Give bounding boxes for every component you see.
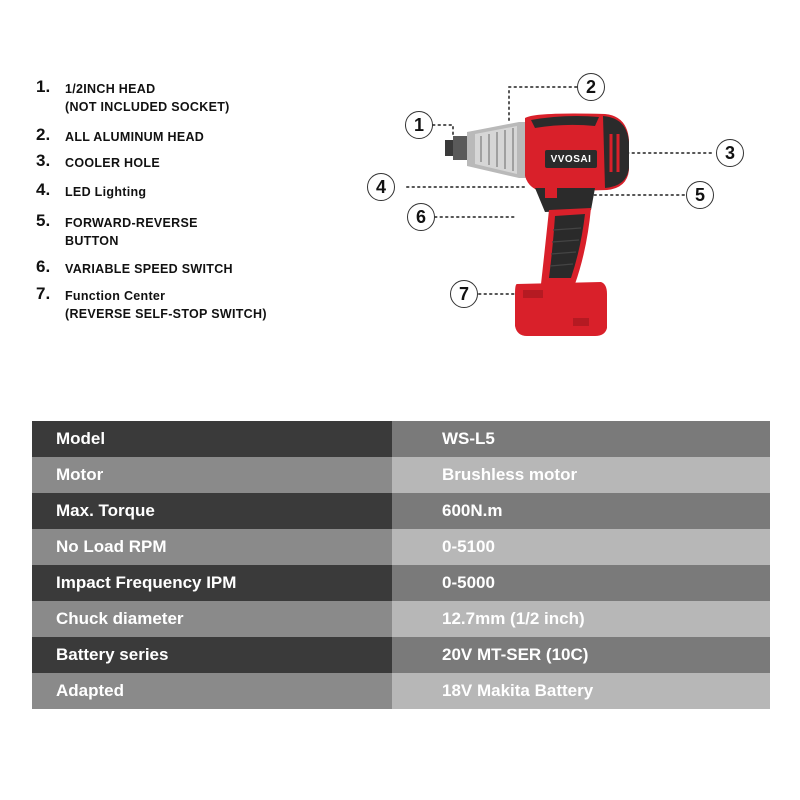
feature-line: COOLER HOLE bbox=[65, 156, 160, 170]
feature-number: 1. bbox=[36, 77, 51, 96]
spec-label: Max. Torque bbox=[32, 493, 392, 529]
product-illustration bbox=[375, 70, 775, 350]
feature-text bbox=[65, 260, 233, 278]
spec-label: No Load RPM bbox=[32, 529, 392, 565]
spec-label: Model bbox=[32, 421, 392, 457]
spec-row bbox=[32, 529, 770, 565]
feature-line: ALL ALUMINUM HEAD bbox=[65, 130, 205, 144]
spec-value: 0-5000 bbox=[392, 565, 770, 601]
impact-wrench-image bbox=[395, 70, 775, 350]
feature-text bbox=[65, 287, 267, 323]
spec-value: WS-L5 bbox=[392, 421, 770, 457]
spec-label: Adapted bbox=[32, 673, 392, 709]
spec-value: 18V Makita Battery bbox=[392, 673, 770, 709]
feature-number: 3. bbox=[36, 151, 51, 170]
spec-row bbox=[32, 673, 770, 709]
spec-label: Battery series bbox=[32, 637, 392, 673]
spec-row bbox=[32, 565, 770, 601]
spec-row bbox=[32, 421, 770, 457]
feature-line: FORWARD-REVERSE bbox=[65, 216, 198, 230]
feature-text bbox=[65, 214, 198, 250]
spec-label: Motor bbox=[32, 457, 392, 493]
callout-badge: 5 bbox=[686, 181, 714, 209]
feature-line: Function Center bbox=[65, 289, 166, 303]
feature-text bbox=[65, 80, 230, 116]
feature-line: LED Lighting bbox=[65, 185, 147, 199]
feature-text bbox=[65, 154, 160, 172]
feature-line: 1/2INCH HEAD bbox=[65, 82, 156, 96]
brand-label: VVOSAI bbox=[550, 153, 592, 165]
spec-row bbox=[32, 457, 770, 493]
feature-line: (REVERSE SELF-STOP SWITCH) bbox=[65, 307, 267, 321]
callout-badge: 2 bbox=[577, 73, 605, 101]
spec-value: 600N.m bbox=[392, 493, 770, 529]
spec-value: 12.7mm (1/2 inch) bbox=[392, 601, 770, 637]
spec-row bbox=[32, 601, 770, 637]
feature-number: 6. bbox=[36, 257, 51, 276]
feature-line: VARIABLE SPEED SWITCH bbox=[65, 262, 233, 276]
feature-number: 7. bbox=[36, 284, 51, 303]
spec-value: 20V MT-SER (10C) bbox=[392, 637, 770, 673]
spec-value: Brushless motor bbox=[392, 457, 770, 493]
callout-badge: 3 bbox=[716, 139, 744, 167]
feature-line: (NOT INCLUDED SOCKET) bbox=[65, 100, 230, 114]
spec-label: Chuck diameter bbox=[32, 601, 392, 637]
callout-badge: 6 bbox=[407, 203, 435, 231]
feature-number: 5. bbox=[36, 211, 51, 230]
spec-row bbox=[32, 493, 770, 529]
feature-number: 2. bbox=[36, 125, 51, 144]
spec-value: 0-5100 bbox=[392, 529, 770, 565]
callout-badge: 4 bbox=[367, 173, 395, 201]
feature-line: BUTTON bbox=[65, 234, 119, 248]
feature-text bbox=[65, 183, 146, 201]
feature-text bbox=[65, 128, 204, 146]
spec-table bbox=[32, 421, 770, 709]
feature-number: 4. bbox=[36, 180, 51, 199]
spec-row bbox=[32, 637, 770, 673]
callout-badge: 7 bbox=[450, 280, 478, 308]
callout-badge: 1 bbox=[405, 111, 433, 139]
spec-label: Impact Frequency IPM bbox=[32, 565, 392, 601]
